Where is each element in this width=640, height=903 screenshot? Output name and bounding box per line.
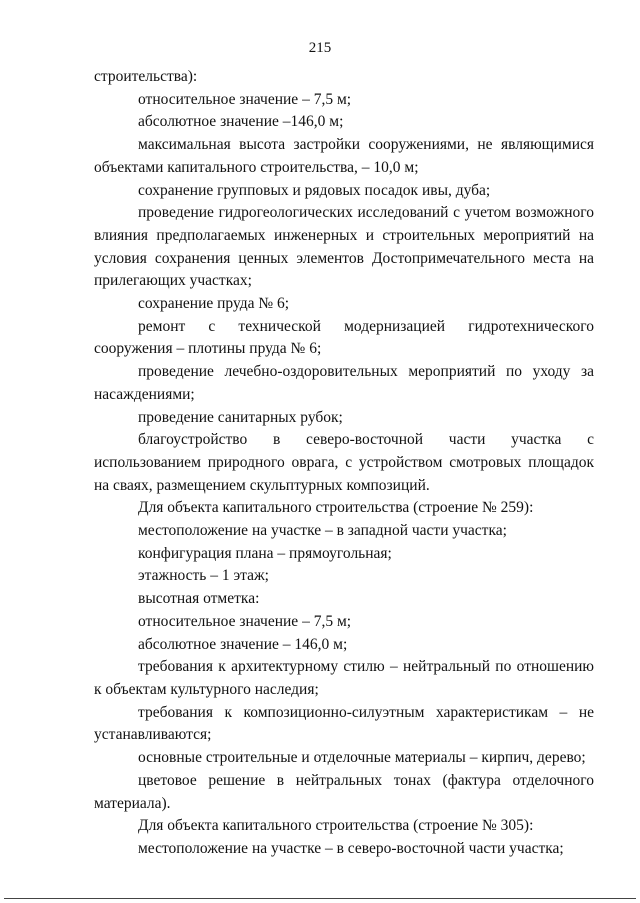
paragraph: абсолютное значение –146,0 м;	[138, 113, 344, 131]
scan-edge-line	[4, 898, 636, 899]
paragraph: строительства):	[94, 68, 198, 85]
paragraph: основные строительные и отделочные материалы – кирпич, дерево;	[138, 749, 586, 767]
paragraph: относительное значение – 7,5 м;	[138, 90, 352, 108]
paragraph: благоустройство в северо-восточной части участка с использованием природного оврага, с устройством смотровых площадок на сваях, размещением скульптурных композиций.	[94, 431, 594, 494]
paragraph: сохранение пруда № 6;	[138, 295, 290, 313]
paragraph: проведение санитарных рубок;	[138, 408, 343, 426]
paragraph: максимальная высота застройки сооружениями, не являющимися объектами капитального строительства, – 10,0 м;	[94, 136, 594, 176]
paragraph: требования к композиционно-силуэтным характеристикам – не устанавливаются;	[94, 703, 594, 744]
paragraph: абсолютное значение – 146,0 м;	[138, 635, 348, 653]
paragraph: местоположение на участке – в северо-восточной части участка;	[138, 839, 564, 857]
paragraph: этажность – 1 этаж;	[138, 567, 269, 585]
paragraph: цветовое решение в нейтральных тонах (фактура отделочного материала).	[94, 771, 594, 812]
page-number: 215	[308, 40, 332, 56]
paragraph: Для объекта капитального строительства (строение № 305):	[138, 817, 534, 835]
document-body	[94, 66, 594, 861]
paragraph: ремонт с технической модернизацией гидротехнического сооружения – плотины пруда № 6;	[94, 317, 594, 358]
paragraph: высотная отметка:	[138, 590, 260, 608]
paragraph: проведение гидрогеологических исследований с учетом возможного влияния предполагаемых инженерных и строительных мероприятий на условия сохранения ценных элементов Достопримечательного места на прилегающих участках;	[94, 204, 594, 290]
paragraph: сохранение групповых и рядовых посадок ивы, дуба;	[138, 181, 491, 199]
paragraph: проведение лечебно-оздоровительных мероприятий по уходу за насаждениями;	[94, 363, 594, 403]
paragraph: конфигурация плана – прямоугольная;	[138, 544, 392, 562]
paragraph: Для объекта капитального строительства (строение № 259):	[138, 499, 534, 517]
paragraph: требования к архитектурному стилю – нейтральный по отношению к объектам культурного наследия;	[94, 658, 594, 698]
paragraph: относительное значение – 7,5 м;	[138, 612, 352, 630]
paragraph: местоположение на участке – в западной части участка;	[138, 522, 507, 540]
